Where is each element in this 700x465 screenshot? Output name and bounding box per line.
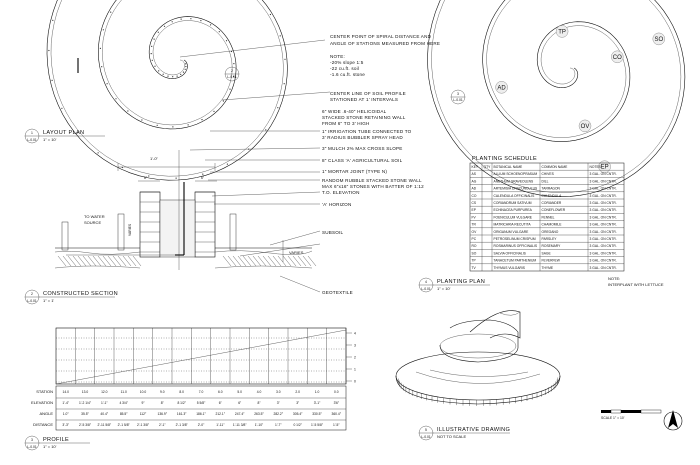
section-dim-left: 6" (144, 176, 148, 180)
profile-drawing (56, 328, 346, 384)
schedule-cell: CO (471, 193, 477, 198)
schedule-cell: CS (471, 201, 477, 205)
profile-cell: 247.4° (234, 412, 245, 416)
station-dot (210, 24, 211, 25)
planting-plan-scale: 1" = 10' (437, 286, 451, 291)
station-dot (284, 59, 285, 60)
profile-cell: 4.0 (256, 390, 262, 394)
mulch-note: 3" MULCH 2% MAX CROSS SLOPE (322, 146, 403, 151)
soil-hatch (63, 256, 71, 266)
station-dot (158, 70, 159, 71)
station-dot (157, 125, 158, 126)
station-dot (152, 60, 153, 61)
plant-symbol-label: EP (600, 164, 609, 171)
profile-cell: 7.0 (198, 390, 204, 394)
section-callout-3 (451, 90, 465, 104)
profile-title-block (25, 436, 90, 450)
section-title: CONSTRUCTED SECTION (43, 291, 119, 297)
profile-cell: 3'-1" (313, 401, 321, 405)
irrigation-note-1: 1" IRRIGATION TUBE CONNECTED TO (322, 129, 412, 134)
profile-cell: 360.4° (331, 412, 342, 416)
geotextile-note: GEOTEXTILE (322, 290, 353, 295)
profile-cell: 3" (276, 401, 280, 405)
illustrative-drawing (396, 311, 560, 406)
station-dot (270, 14, 271, 15)
soil-hatch (78, 256, 86, 266)
profile-cell: 8.0 (179, 390, 184, 394)
soil-hatch (258, 256, 266, 266)
schedule-cell: 3 GAL. ON CNTR. (589, 172, 617, 177)
schedule-cell: ROSEMARY (541, 244, 561, 249)
station-dot (213, 111, 214, 112)
soil-hatch (243, 256, 251, 266)
schedule-header-cell: COMMON NAME (541, 165, 568, 169)
profile-cell: 212.1° (215, 412, 226, 416)
wall-note-1: 6" WIDE .6-40" HELICOIDAL (322, 109, 387, 114)
plant-symbol-label: CO (612, 54, 622, 61)
schedule-header-cell: BOTANICAL NAME (493, 165, 523, 169)
schedule-cell: 3 GAL. ON CNTR. (589, 222, 617, 227)
station-dot (127, 110, 128, 111)
illustrative-title: ILLUSTRATIVE DRAWING (437, 427, 511, 433)
profile-cell: 2'-1 3/8" (136, 423, 150, 427)
profile-cell: 6" (238, 401, 242, 405)
profile-cell: 5 5/8" (196, 401, 206, 405)
centerline-note-1: CENTER LINE OF SOIL PROFILE (330, 91, 406, 96)
station-dot (52, 80, 53, 81)
station-dot (52, 20, 53, 21)
section-scale: 1" = 1' (43, 298, 55, 303)
illustrative-bubble-sheet: L-0.01 (421, 435, 431, 439)
soil-hatch (108, 256, 116, 266)
profile-cell: 1.0° (62, 412, 69, 416)
profile-cell: 14.0 (62, 390, 69, 394)
station-dot (164, 26, 165, 27)
profile-row-label: DISTANCE (33, 422, 53, 427)
soil-hatch (118, 256, 126, 266)
planting-bubble-number: 4 (425, 280, 427, 284)
schedule-cell: 3 GAL. ON CNTR. (589, 201, 617, 205)
station-dot (185, 66, 186, 67)
soil-hatch (93, 256, 101, 266)
schedule-cell: CORIANDRUM SATIVUM (493, 201, 532, 205)
station-dot (172, 126, 173, 127)
station-dot (190, 18, 191, 19)
station-dot (185, 63, 186, 64)
profile-cell: 85.5° (119, 412, 128, 416)
scale-bar (601, 410, 661, 420)
schedule-cell: MATRICARIA RECUTITA (493, 222, 531, 227)
profile-cell: 9.0 (160, 390, 165, 394)
profile-row-label: ANGLE (39, 411, 53, 416)
rubble-wall-note-1: RANDOM RUBBLE STACKED STONE WALL (322, 178, 422, 183)
schedule-note-text: INTERPLANT WITH LETTUCE (608, 282, 664, 287)
profile-cell: 2'-5 3/8" (78, 423, 92, 427)
quantities-note-heading: NOTE: (330, 54, 346, 59)
profile-cell: 8 1/2" (177, 401, 186, 405)
profile-cell: 112° (139, 412, 147, 416)
layout-plan-bubble-sheet: L-0.01 (27, 138, 37, 142)
station-dot (61, 108, 62, 109)
schedule-title: PLANTING SCHEDULE (472, 156, 538, 162)
planting-plan-title: PLANTING PLAN (437, 279, 486, 285)
profile-cell: 1'-11" (216, 423, 225, 427)
elevation-tick-label: 4 (354, 331, 356, 336)
station-dot (115, 98, 116, 99)
elevation-note: T.O. ELEVATION (322, 190, 360, 195)
station-dot (151, 53, 152, 54)
station-dot (107, 83, 108, 84)
quantities-note-soil: -22 cu.ft. soil (330, 66, 360, 71)
elevation-tick-label: 3 (354, 343, 356, 348)
section-title-block (25, 290, 118, 304)
profile-cell: 6.0 (218, 390, 223, 394)
a-horizon-note: 'A' HORIZON (322, 202, 352, 207)
profile-cell: 4 3/4" (119, 401, 128, 405)
profile-row-label: ELEVATION (31, 400, 53, 405)
profile-cell: 282.2° (273, 412, 284, 416)
schedule-cell: THYME (541, 265, 554, 270)
profile-cell: 11.0 (120, 390, 127, 394)
profile-cell: 1'-1" (101, 401, 108, 405)
profile-cell: 1.0 (314, 390, 320, 394)
elevation-tick-label: 1 (354, 367, 356, 372)
planting-schedule-table (470, 156, 624, 271)
soil-hatch (113, 256, 121, 266)
section-bubble-sheet: L-0.01 (27, 299, 37, 303)
callout-2-number: 2 (231, 69, 233, 73)
profile-cell: 161.3° (176, 412, 187, 416)
profile-cell: 12.0 (101, 390, 108, 394)
schedule-cell: CALENDULA OFFICINALIS (493, 193, 535, 198)
soil-hatch (223, 256, 231, 266)
profile-cell: 2'-1 3/8" (175, 423, 188, 427)
soil-hatch (128, 256, 136, 266)
station-dot (172, 21, 173, 22)
soil-hatch (103, 256, 111, 266)
schedule-cell: CHIVES (541, 172, 554, 177)
schedule-cell: 3 GAL. ON CNTR. (589, 208, 617, 213)
section-width-dimension: 1'-0" (150, 156, 158, 161)
station-dot (226, 40, 227, 41)
schedule-cell: AS (471, 172, 476, 177)
station-dot (265, 129, 266, 130)
north-arrow-icon (664, 410, 682, 430)
schedule-cell: FENNEL (541, 215, 555, 220)
station-dot (154, 39, 155, 40)
schedule-cell: AD (471, 186, 477, 191)
layout-plan-title-block (25, 129, 105, 143)
soil-hatch (68, 256, 76, 266)
profile-cell: 1'-11 3/8" (232, 423, 247, 427)
schedule-cell: 3 GAL. ON CNTR. (589, 215, 617, 220)
schedule-cell: 3 GAL. ON CNTR. (589, 258, 617, 263)
schedule-cell: 3 GAL. ON CNTR. (589, 237, 617, 241)
station-dot (233, 63, 234, 64)
station-dot (181, 19, 182, 20)
soil-hatch (228, 256, 236, 266)
layout-plan-title: LAYOUT PLAN (43, 130, 85, 136)
spiral-center-note-2: ANGLE OF STATIONS MEASURED FROM HERE (330, 41, 441, 46)
profile-cell: 263.5° (254, 412, 264, 416)
schedule-cell: OREGANO (541, 229, 559, 234)
soil-hatch (253, 256, 261, 266)
spiral-center-note-1: CENTER POINT OF SPIRAL DISTANCE AND (330, 34, 432, 39)
water-source-label-2: SOURCE (84, 220, 102, 225)
profile-cell: 330.5° (312, 412, 322, 416)
layout-plan-scale: 1" = 10' (43, 137, 57, 142)
profile-cell: 1'-4" (62, 401, 69, 405)
station-dot (141, 119, 142, 120)
quantities-note-slope: -20% slope 1:5 (330, 60, 364, 65)
schedule-cell: ALLIUM SCHOENOPRASUM (493, 172, 538, 177)
profile-cell: 13.0 (81, 390, 89, 394)
schedule-header-cell: QTY (483, 165, 491, 169)
soil-hatch (298, 256, 306, 266)
station-dot (202, 174, 203, 175)
soil-hatch (303, 256, 311, 266)
schedule-cell: AG (471, 179, 477, 184)
profile-cell: 1'-2 1/4" (78, 401, 92, 405)
station-dot (223, 100, 224, 101)
schedule-cell: FEVERFEW (541, 258, 560, 263)
schedule-cell: TARRAGON (541, 186, 560, 191)
profile-cell: 136.9° (157, 412, 168, 416)
schedule-cell: TV (471, 265, 476, 270)
profile-cell: 35.5° (81, 412, 89, 416)
station-dot (188, 124, 189, 125)
soil-hatch (278, 256, 286, 266)
illustrative-subtitle: NOT TO SCALE (437, 434, 467, 439)
soil-hatch (308, 256, 316, 266)
planting-bubble-sheet: L-0.01 (421, 287, 431, 291)
layout-plan-drawing (47, 0, 330, 180)
soil-hatch (233, 256, 241, 266)
schedule-cell: PC (471, 237, 477, 241)
soil-hatch (248, 256, 256, 266)
profile-cell: 2'-0" (197, 423, 205, 427)
schedule-cell: OV (471, 229, 477, 234)
soil-hatch (58, 256, 66, 266)
schedule-cell: 3 GAL. ON CNTR. (589, 186, 617, 191)
varies-label-vertical: VARIES (128, 223, 132, 236)
rubble-wall-note-2: MAX 6"x16" STONES WITH BATTER OF 1:12 (322, 184, 424, 189)
station-dot (158, 32, 159, 33)
schedule-cell: ANETHUM GRAVEOLENS (493, 179, 534, 184)
station-dot (151, 46, 152, 47)
soil-hatch (263, 256, 271, 266)
soil-hatch (133, 256, 141, 266)
profile-title: PROFILE (43, 437, 70, 443)
elevation-tick-label: 0 (354, 379, 356, 384)
schedule-cell: FV (471, 215, 476, 220)
quantities-note-stone: -1.6 cu.ft. stone (330, 72, 366, 77)
varies-label: VARIES (289, 250, 304, 255)
profile-cell: 8" (160, 401, 164, 405)
schedule-cell: 3 GAL. ON CNTR. (589, 244, 617, 249)
station-dot (219, 31, 220, 32)
profile-table (31, 386, 346, 430)
profile-cell: 3" (296, 401, 300, 405)
schedule-cell: SAGE (541, 251, 551, 256)
station-dot (154, 66, 155, 67)
soil-hatch (273, 256, 281, 266)
wall-note-2: STACKED STONE RETAINING WALL (322, 115, 406, 120)
station-dot (172, 76, 173, 77)
wall-note-3: FROM 6" TO 3' HIGH (322, 121, 370, 126)
profile-cell: 2'-11 5/8" (97, 423, 112, 427)
schedule-cell: CALENDULA (541, 193, 562, 198)
soil-hatch (73, 256, 81, 266)
schedule-cell: PETROSELINUM CRISPUM (493, 237, 536, 241)
schedule-cell: ECHINACEA PURPUREA (493, 208, 532, 213)
profile-cell: 2'-1" (159, 423, 166, 427)
station-dot (183, 72, 184, 73)
station-dot (284, 83, 285, 84)
station-dot (177, 76, 178, 77)
profile-cell: 2.0 (295, 390, 300, 394)
schedule-cell: SALVIA OFFICINALIS (493, 251, 526, 256)
schedule-cell: ARTEMISIA DRACUNCULUS (493, 186, 538, 191)
section-callout-3-number: 3 (457, 92, 459, 96)
profile-cell: 0.0 (334, 390, 339, 394)
soil-hatch (238, 256, 246, 266)
profile-cell: 1'-5" (333, 423, 340, 427)
profile-bubble-number: 3 (31, 438, 33, 442)
station-dot (101, 66, 102, 67)
profile-cell: 10.0 (139, 390, 147, 394)
section-bubble-number: 2 (31, 292, 33, 296)
schedule-cell: DILL (541, 179, 549, 184)
schedule-header-cell: KEY (471, 165, 479, 169)
soil-hatch (288, 256, 296, 266)
schedule-cell: ROSMARINUS OFFICINALIS (493, 244, 538, 249)
profile-cell: 186.1° (196, 412, 206, 416)
profile-row-label: STATION (36, 389, 53, 394)
schedule-cell: CONEFLOWER (541, 208, 566, 213)
schedule-note-heading: NOTE: (608, 276, 621, 281)
schedule-cell: TANACETUM PARTHENIUM (493, 258, 537, 263)
illustrative-title-block (419, 426, 510, 440)
station-dot (167, 76, 168, 77)
profile-cell: 5.0 (237, 390, 242, 394)
profile-cell: 8" (257, 401, 261, 405)
schedule-cell: RO (471, 244, 477, 249)
soil-hatch (88, 256, 96, 266)
station-dot (148, 175, 149, 176)
constructed-section-drawing (55, 131, 320, 292)
schedule-cell: 3 GAL. ON CNTR. (589, 179, 617, 184)
irrigation-note-2: 3' RADIUS BUBBLER SPRAY HEAD (322, 135, 403, 140)
profile-cell: 1'-10" (254, 423, 264, 427)
station-dot (200, 20, 201, 21)
schedule-cell: 3 GAL. ON CNTR. (589, 251, 617, 256)
station-dot (227, 164, 228, 165)
plant-symbol-label: OV (580, 123, 590, 130)
illustrative-bubble-number: 5 (425, 428, 427, 432)
profile-cell: 2'-1 5/8" (117, 423, 130, 427)
station-dot (163, 74, 164, 75)
profile-elevation-ticks (346, 332, 356, 384)
schedule-cell: 3 GAL. ON CNTR. (589, 193, 617, 198)
schedule-header-cell: NOTES (589, 165, 601, 169)
plant-symbol-label: TP (558, 29, 566, 36)
profile-cell: 305.4° (292, 412, 303, 416)
plant-symbol-label: AD (497, 85, 506, 92)
station-dot (48, 50, 49, 51)
profile-cell: 1'-5 5/8" (310, 423, 324, 427)
profile-scale: 1" = 10' (43, 444, 57, 449)
schedule-cell: CORIANDER (541, 201, 562, 205)
planting-plan-title-block (419, 278, 490, 292)
water-source-label-1: TO WATER (84, 214, 105, 219)
schedule-cell: EP (471, 208, 476, 213)
schedule-cell: ORIGANUM VULGARE (493, 229, 529, 234)
profile-cell: 3'-3" (62, 423, 69, 427)
profile-bubble-sheet: L-0.01 (27, 445, 37, 449)
soil-hatch (268, 256, 276, 266)
schedule-cell: CHAMOMILE (541, 222, 562, 227)
schedule-cell: PARSLEY (541, 237, 557, 241)
profile-cell: 0 1/2" (293, 423, 302, 427)
station-dot (277, 107, 278, 108)
callout-2-sheet: L-0.01 (227, 75, 237, 79)
soil-hatch (98, 256, 106, 266)
schedule-cell: TR (471, 222, 476, 227)
layout-plan-bubble-number: 1 (31, 131, 33, 135)
station-dot (229, 89, 230, 90)
profile-cell: 9" (141, 401, 145, 405)
station-dot (201, 119, 202, 120)
station-dot (280, 35, 281, 36)
station-dot (110, 12, 111, 13)
profile-cell: 3.0 (276, 390, 281, 394)
plant-symbol-label: SO (654, 36, 664, 43)
profile-cell: 3'6" (333, 401, 340, 405)
profile-cell: 1'-7" (275, 423, 282, 427)
section-callout-3-sheet: L-0.01 (453, 98, 463, 102)
soil-hatch (123, 256, 131, 266)
soil-hatch (283, 256, 291, 266)
station-dot (103, 29, 104, 30)
mortar-note: 1" MORTAR JOINT (TYPE N) (322, 169, 388, 174)
centerline-note-2: STATIONED AT 1' INTERVALS (330, 97, 399, 102)
schedule-cell: FOENICULUM VULGARE (493, 215, 532, 220)
station-dot (100, 48, 101, 49)
station-dot (176, 178, 177, 179)
profile-cell: 40.4° (100, 412, 109, 416)
schedule-cell: TP (471, 258, 476, 263)
schedule-cell: 3 GAL. ON CNTR. (589, 265, 617, 270)
soil-hatch (293, 256, 301, 266)
soil-hatch (83, 256, 91, 266)
schedule-cell: 3 GAL. ON CNTR. (589, 229, 617, 234)
schedule-cell: THYMUS VULGARIS (493, 265, 526, 270)
subsoil-note: SUBSOIL (322, 230, 344, 235)
station-dot (185, 69, 186, 70)
station-dot (180, 74, 181, 75)
scale-bar-label: SCALE 1" = 10' (601, 416, 625, 420)
soil-note: 8" CLASS 'A' AGRICULTURAL SOIL (322, 158, 403, 163)
schedule-cell: SO (471, 251, 477, 256)
profile-cell: 6" (218, 401, 222, 405)
elevation-tick-label: 2 (354, 355, 356, 360)
station-dot (98, 152, 99, 153)
section-dim-right: 6" (201, 176, 205, 180)
